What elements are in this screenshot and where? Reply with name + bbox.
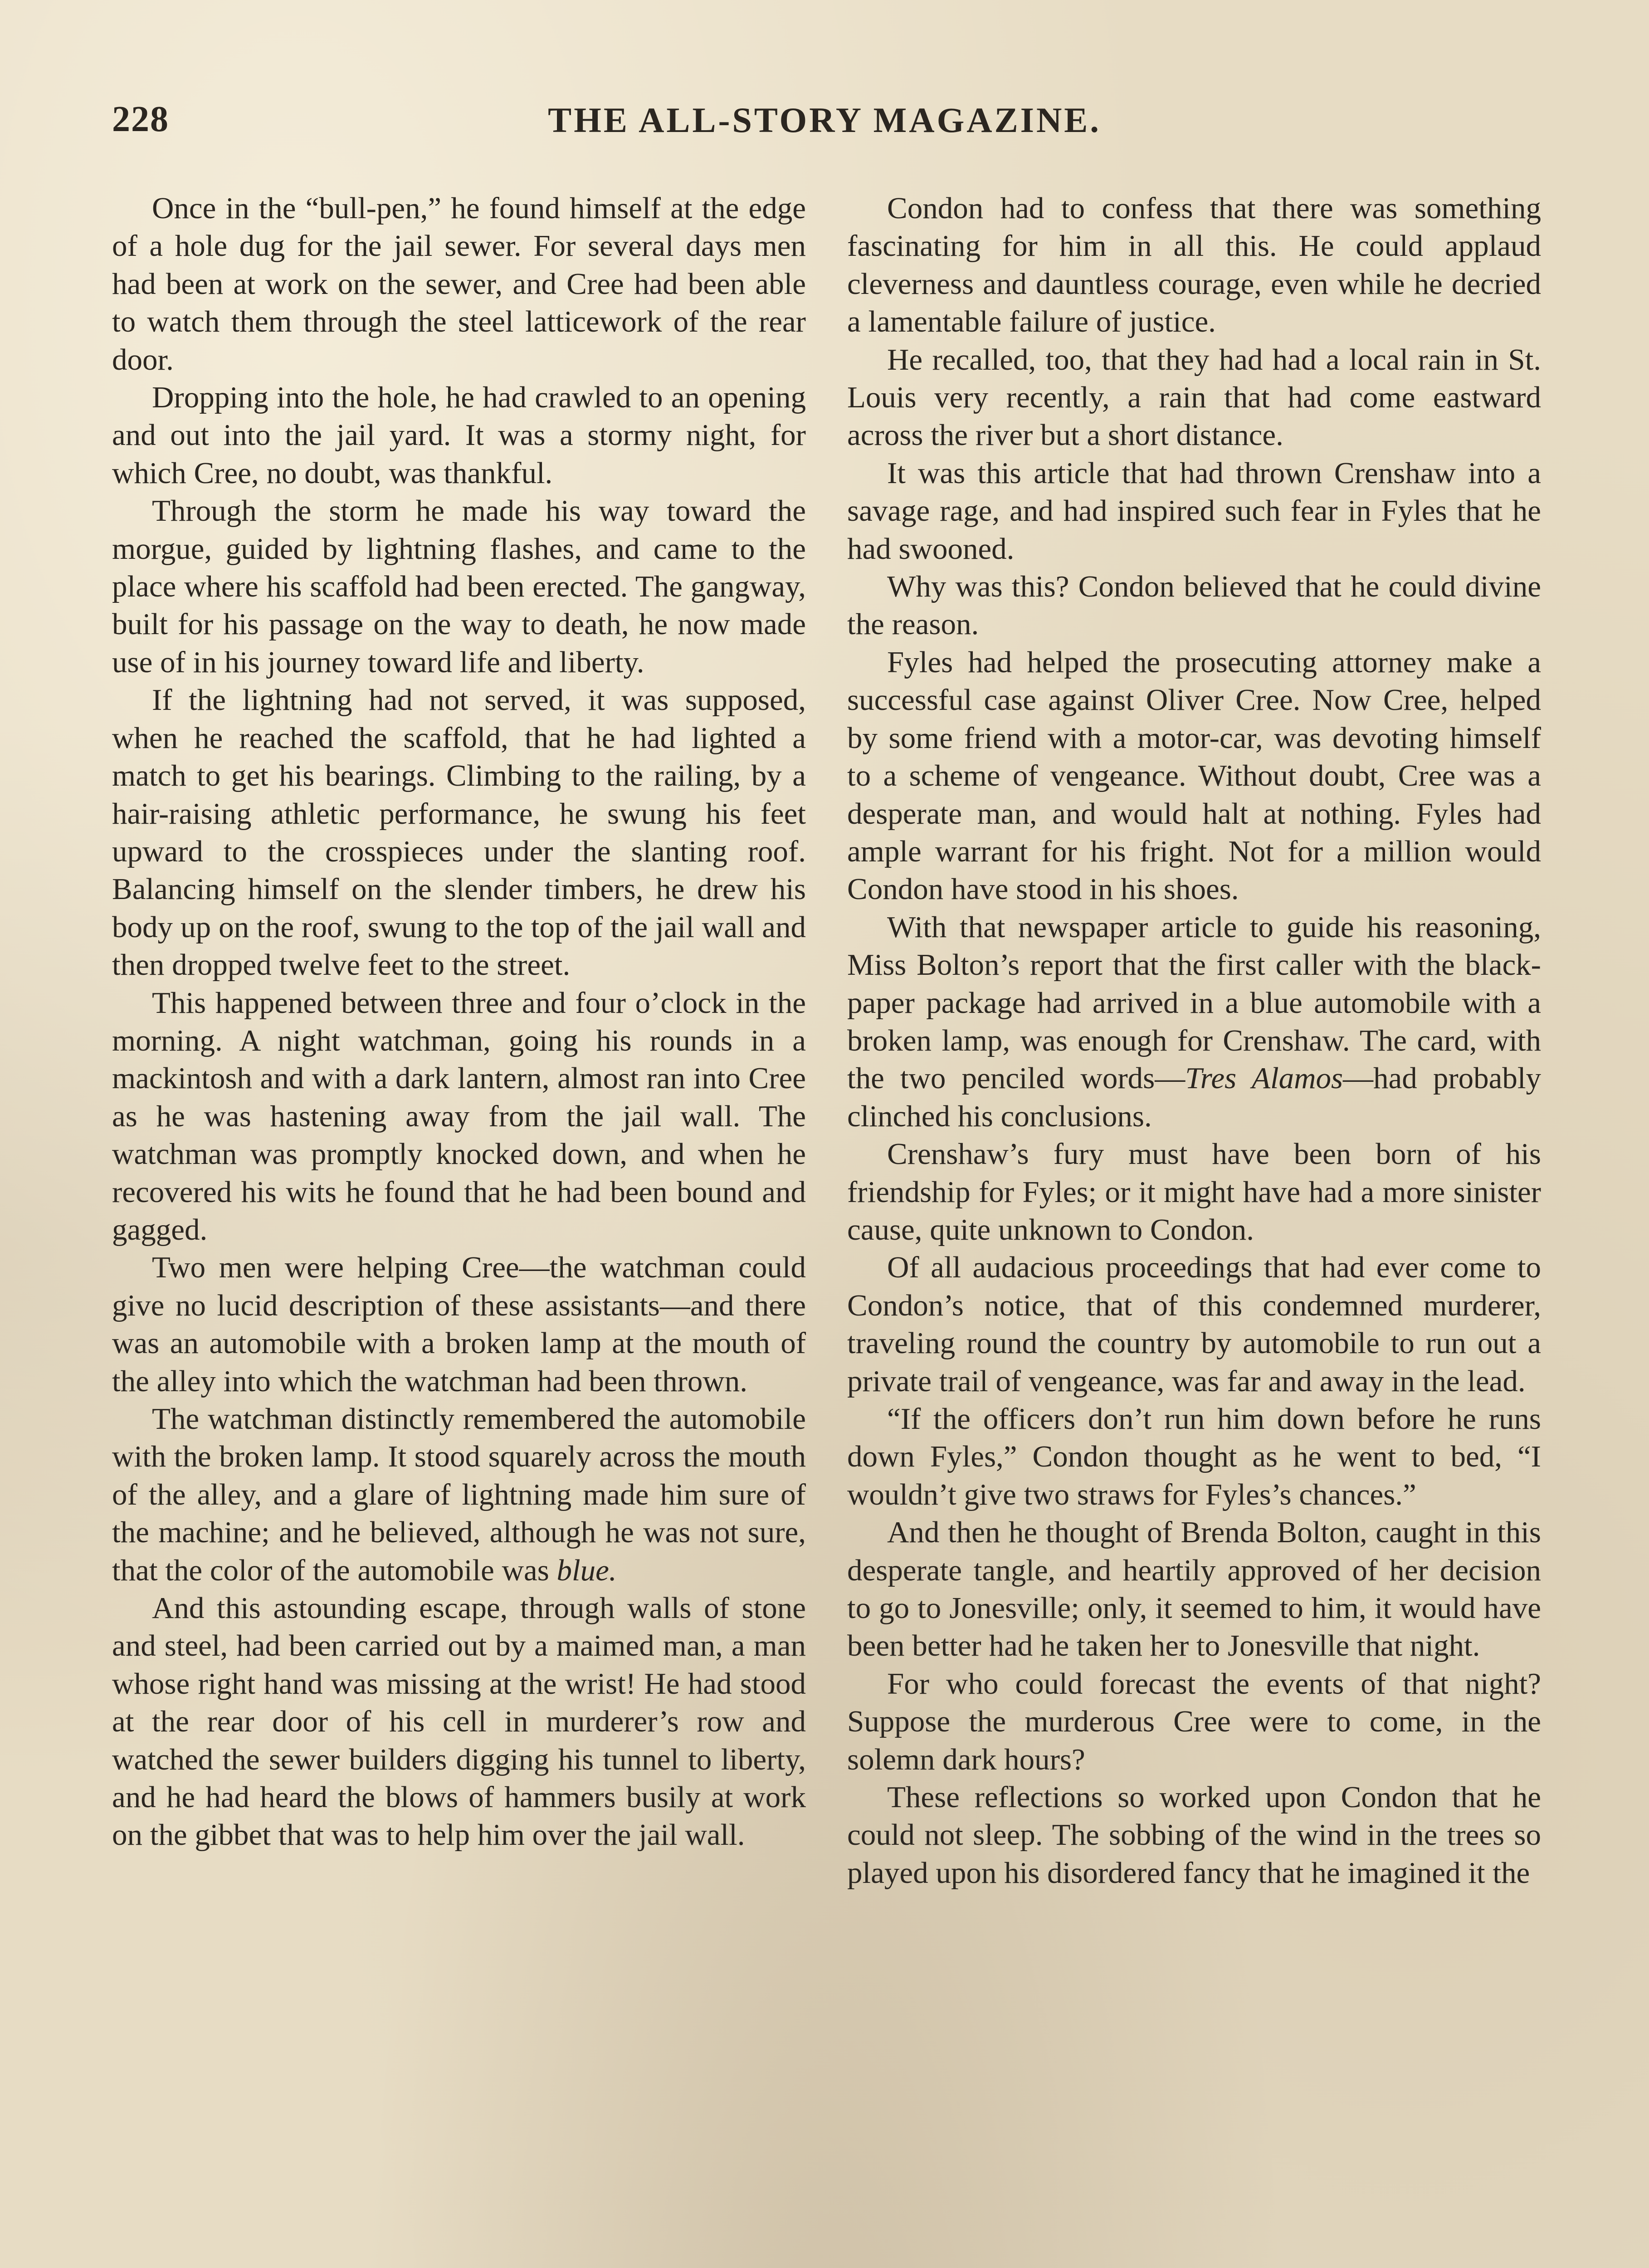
paragraph-text: This happened between three and four o’clock in the morning. A night watchman, going his rounds in a mackintosh and with a dark lantern, almost ran into Cree as he was hastening away from the jail wall. The watchman was promptly knocked down, and when he recovered his wits he found that he had been bound and gagged. — [112, 986, 806, 1246]
text-column-right — [847, 190, 1541, 1892]
paragraph-text: For who could forecast the events of that night? Suppose the murderous Cree were to come, in the solemn dark hours? — [847, 1667, 1541, 1776]
paragraph — [847, 341, 1541, 455]
page-number: 228 — [112, 99, 169, 139]
paragraph-text: Condon had to confess that there was something fascinating for him in all this. He could applaud cleverness and dauntless courage, even while he decried a lamentable failure of justice. — [847, 191, 1541, 339]
running-head: THE ALL-STORY MAGAZINE. — [548, 100, 1101, 140]
paragraph — [847, 644, 1541, 909]
paragraph-text: Of all audacious proceedings that had ever come to Condon’s notice, that of this condemned murderer, traveling round the country by automobile to run out a private trail of vengeance, was far and away in the lead. — [847, 1251, 1541, 1398]
paragraph — [847, 1400, 1541, 1514]
paragraph — [112, 1400, 806, 1589]
text-column-left — [112, 190, 806, 1854]
paragraph-text: And then he thought of Brenda Bolton, caught in this desperate tangle, and heartily approved of her decision to go to Jonesville; only, it seemed to him, it would have been better had he taken her to Jonesville that night. — [847, 1515, 1541, 1663]
paragraph — [112, 1249, 806, 1400]
paragraph-text: The watchman distinctly remembered the automobile with the broken lamp. It stood squarely across the mouth of the alley, and a glare of lightning made him sure of the machine; and he believed, although he was not sure, that the color of the automobile was — [112, 1402, 806, 1587]
paragraph — [112, 984, 806, 1249]
paragraph — [847, 568, 1541, 644]
italic-text: Tres Alamos — [1185, 1061, 1343, 1095]
paragraph — [112, 190, 806, 379]
paragraph-text: —had probably clinched his conclusions. — [847, 1061, 1541, 1133]
paragraph-text: If the lightning had not served, it was supposed, when he reached the scaffold, that he had lighted a match to get his bearings. Climbing to the railing, by a hair-raising athletic performance, he swung his feet upward to the crosspieces under the slanting roof. Balancing himself on the slender timbers, he drew his body up on the roof, swung to the top of the jail wall and then dropped twelve feet to the street. — [112, 683, 806, 982]
paragraph-text: Once in the “bull-pen,” he found himself at the edge of a hole dug for the jail sewer. For several days men had been at work on the sewer, and Cree had been able to watch them through the steel latticework of the rear door. — [112, 191, 806, 376]
paragraph-text: These reflections so worked upon Condon that he could not sleep. The sobbing of the wind in the trees so played upon his disordered fancy that he imagined it the — [847, 1780, 1541, 1890]
paragraph — [847, 190, 1541, 341]
paragraph — [847, 1665, 1541, 1779]
paragraph-text: “If the officers don’t run him down before he runs down Fyles,” Condon thought as he went to bed, “I wouldn’t give two straws for Fyles’s chances.” — [847, 1402, 1541, 1511]
paragraph — [847, 909, 1541, 1135]
paragraph-text: And this astounding escape, through walls of stone and steel, had been carried out by a maimed man, a man whose right hand was missing at the wrist! He had stood at the rear door of his cell in murderer’s row and watched the sewer builders digging his tunnel to liberty, and he had heard the blows of hammers busily at work on the gibbet that was to help him over the jail wall. — [112, 1591, 806, 1852]
paragraph — [112, 681, 806, 984]
paragraph-text: Through the storm he made his way toward the morgue, guided by lightning flashes, and came to the place where his scaffold had been erected. The gangway, built for his passage on the way to death, he now made use of in his journey toward life and liberty. — [112, 494, 806, 679]
paragraph — [847, 1514, 1541, 1665]
paragraph-text: Why was this? Condon believed that he could divine the reason. — [847, 570, 1541, 641]
paragraph-text: Two men were helping Cree—the watchman could give no lucid description of these assistants—and there was an automobile with a broken lamp at the mouth of the alley into which the watchman had been thrown. — [112, 1251, 806, 1398]
paragraph-text: He recalled, too, that they had had a local rain in St. Louis very recently, a rain that had come eastward across the river but a short distance. — [847, 342, 1541, 452]
paragraph-text: It was this article that had thrown Crenshaw into a savage rage, and had inspired such fear in Fyles that he had swooned. — [847, 456, 1541, 566]
paragraph-text: Dropping into the hole, he had crawled to an opening and out into the jail yard. It was a stormy night, for which Cree, no doubt, was thankful. — [112, 381, 806, 490]
paragraph-text: Fyles had helped the prosecuting attorney make a successful case against Oliver Cree. Now Cree, helped by some friend with a motor-car, was devoting himself to a scheme of vengeance. Without doubt, Cree was a desperate man, and would halt at nothing. Fyles had ample warrant for his fright. Not for a million would Condon have stood in his shoes. — [847, 645, 1541, 906]
paragraph — [847, 1135, 1541, 1249]
paragraph-text: Crenshaw’s fury must have been born of his friendship for Fyles; or it might have had a more sinister cause, quite unknown to Condon. — [847, 1137, 1541, 1246]
paragraph — [112, 1589, 806, 1854]
paragraph — [847, 1779, 1541, 1892]
paragraph — [847, 455, 1541, 568]
italic-text: blue. — [556, 1553, 617, 1587]
paragraph — [112, 379, 806, 492]
paragraph — [847, 1249, 1541, 1400]
paragraph-text: With that newspaper article to guide his reasoning, Miss Bolton’s report that the first caller with the black-paper package had arrived in a blue automobile with a broken lamp, was enough for Crenshaw. The card, with the two penciled words— — [847, 910, 1541, 1095]
paragraph — [112, 492, 806, 681]
